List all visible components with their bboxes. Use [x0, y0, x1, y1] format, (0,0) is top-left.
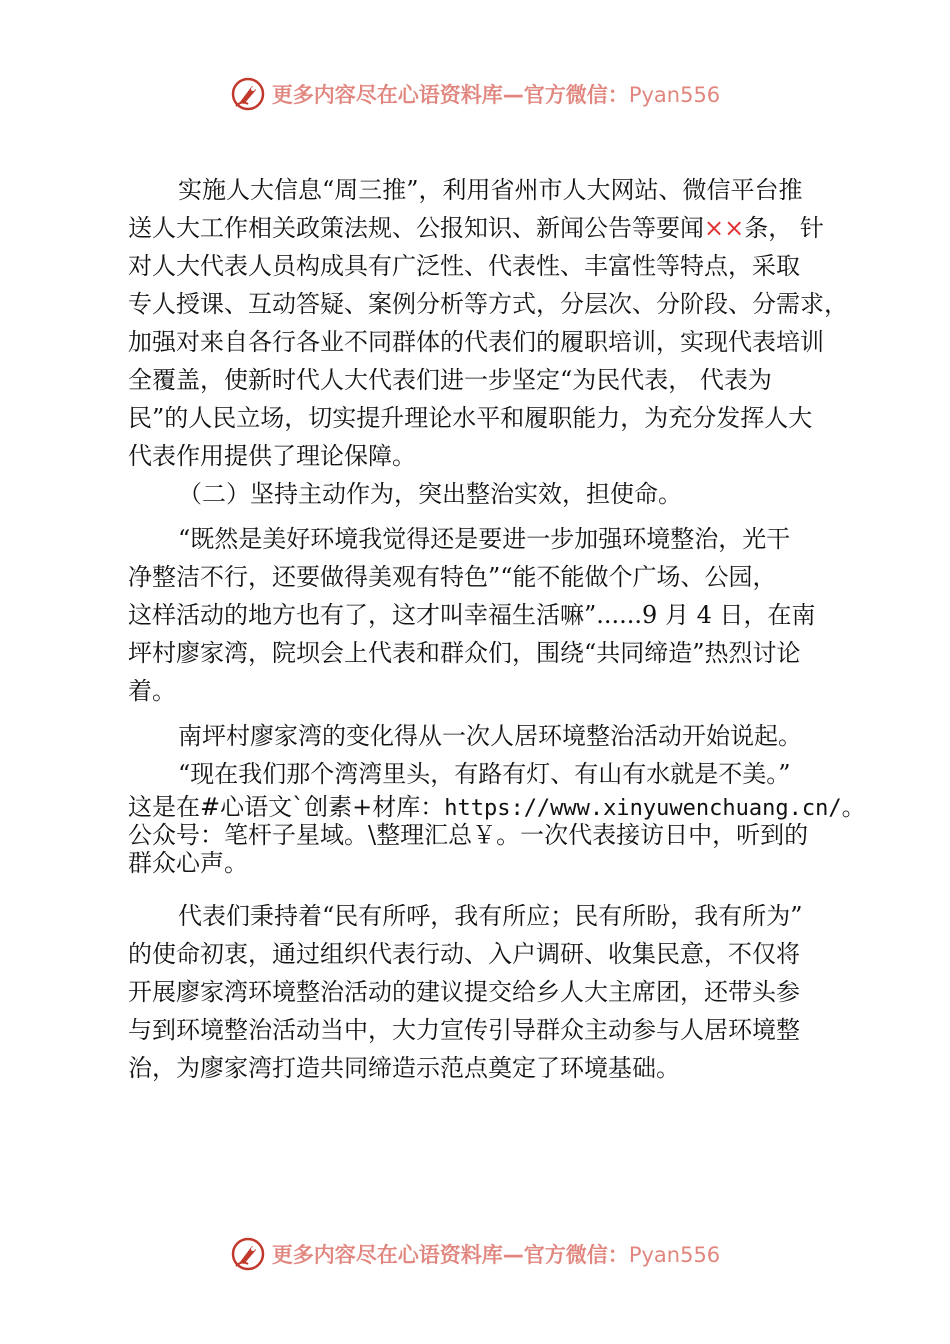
text-line: 的使命初衷，通过组织代表行动、入户调研、收集民意，不仅将 — [128, 940, 800, 968]
text-line: 开展廖家湾环境整治活动的建议提交给乡人大主席团，还带头参 — [128, 978, 800, 1006]
banner-text: 更多内容尽在心语资料库—官方微信： — [271, 83, 629, 107]
banner-wechat-id: Pyan556 — [628, 1243, 721, 1267]
banner-text: 更多内容尽在心语资料库—官方微信： — [271, 1243, 629, 1267]
text-line: 代表作用提供了理论保障。 — [128, 442, 416, 470]
text-line: 代表们秉持着“民有所呼，我有所应；民有所盼，我有所为” — [178, 902, 803, 930]
text-line: 治，为廖家湾打造共同缔造示范点奠定了环境基础。 — [128, 1054, 680, 1082]
text-line: 对人大代表人员构成具有广泛性、代表性、丰富性等特点，采取 — [128, 252, 800, 280]
text-line: 专人授课、互动答疑、案例分析等方式，分层次、分阶段、分需求， — [128, 290, 848, 318]
paragraph-1 — [128, 171, 848, 475]
text-line: 全覆盖，使新时代人大代表们进一步坚定“为民代表， 代表为 — [128, 366, 772, 394]
text-line: 着。 — [128, 677, 176, 705]
section-heading: （二）坚持主动作为，突出整治实效，担使命。 — [178, 480, 682, 508]
paragraph-2 — [128, 520, 848, 710]
text-line: 坪村廖家湾，院坝会上代表和群众们，围绕“共同缔造”热烈讨论 — [128, 639, 801, 667]
pen-nib-seal-icon — [230, 1236, 266, 1272]
pen-nib-seal-icon — [230, 76, 266, 112]
text-line: 群众心声。 — [128, 849, 248, 877]
paragraph-4: “现在我们那个湾湾里头，有路有灯、有山有水就是不美。” — [178, 760, 791, 788]
source-url-text: https://www.xinyuwenchuang.cn/ — [444, 796, 842, 821]
paragraph-5 — [128, 793, 866, 877]
text-line: 送人大工作相关政策法规、公报知识、新闻公告等要闻××条， 针 — [128, 214, 824, 242]
paragraph-3: 南坪村廖家湾的变化得从一次人居环境整治活动开始说起。 — [178, 722, 802, 750]
text-line: 加强对来自各行各业不同群体的代表们的履职培训，实现代表培训 — [128, 328, 824, 356]
text-line: 这是在#心语文`创素+材库：https://www.xinyuwenchuang.cn/。 — [128, 793, 866, 821]
text-line: “既然是美好环境我觉得还是要进一步加强环境整治，光干 — [178, 525, 791, 553]
placeholder-marks: ×× — [704, 214, 745, 242]
text-line: 公众号：笔杆子星域。\整理汇总￥。一次代表接访日中，听到的 — [128, 821, 809, 849]
document-body — [128, 171, 866, 1087]
footer-banner — [0, 1234, 950, 1274]
banner-wechat-id: Pyan556 — [628, 83, 721, 107]
text-line: 这样活动的地方也有了，这才叫幸福生活嘛”......9 月 4 日，在南 — [128, 601, 816, 629]
text-line: 实施人大信息“周三推”，利用省州市人大网站、微信平台推 — [178, 176, 803, 204]
paragraph-6 — [128, 897, 848, 1087]
text-line: 民”的人民立场，切实提升理论水平和履职能力，为充分发挥人大 — [128, 404, 813, 432]
text-line: 净整洁不行，还要做得美观有特色”“能不能做个广场、公园， — [128, 563, 777, 591]
header-banner — [0, 74, 950, 114]
text-line: 与到环境整治活动当中，大力宣传引导群众主动参与人居环境整 — [128, 1016, 800, 1044]
